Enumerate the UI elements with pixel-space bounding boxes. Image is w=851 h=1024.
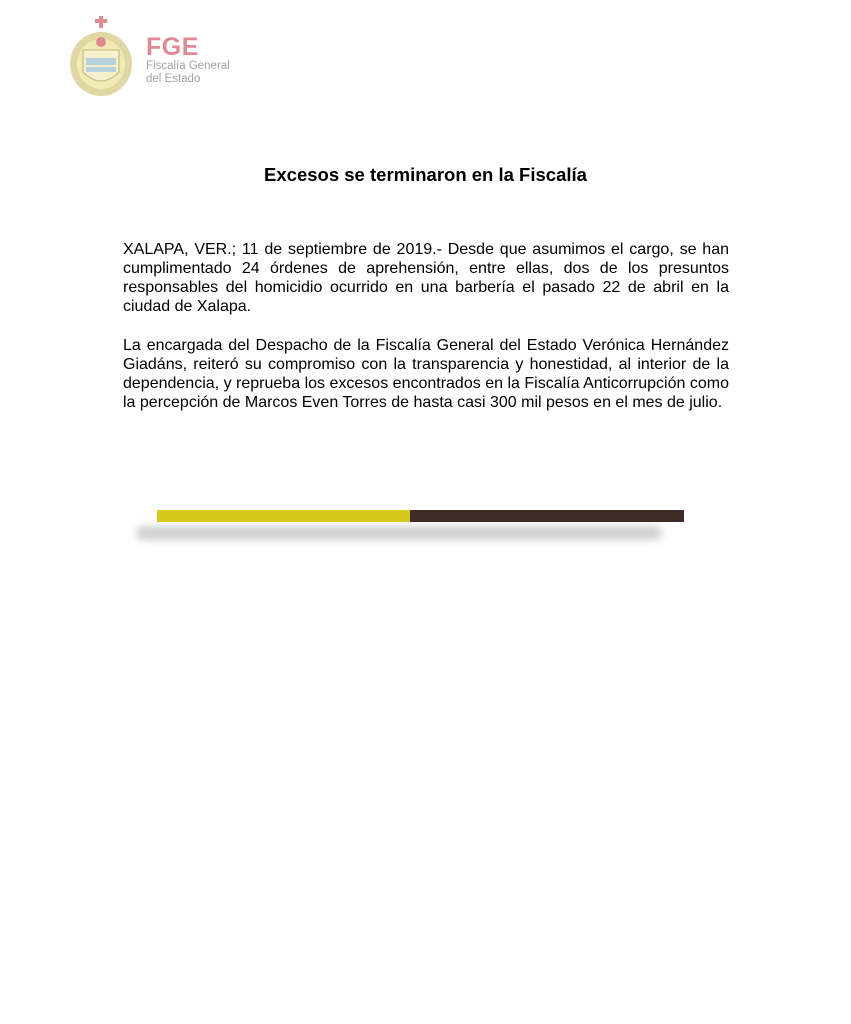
- decorative-bar-brown: [410, 510, 684, 522]
- decorative-bar-yellow: [157, 510, 410, 522]
- paragraph-1: XALAPA, VER.; 11 de septiembre de 2019.- Desde que asumimos el cargo, se han cumplimentado 24 órdenes de aprehensión, entre ellas, dos de los presuntos responsables del homicidio ocurrido en una barbería el pasado 22 de abril en la ciudad de Xalapa.: [123, 241, 729, 315]
- decorative-bar-shadow: [136, 526, 662, 540]
- logo-text: [146, 34, 230, 86]
- paragraph-2: La encargada del Despacho de la Fiscalía General del Estado Verónica Hernández Giadáns, reiteró su compromiso con la transparencia y honestidad, al interior de la dependencia, y reprueba los excesos encontrados en la Fiscalía Anticorrupción como la percepción de Marcos Even Torres de hasta casi 300 mil pesos en el mes de julio.: [123, 337, 729, 411]
- decorative-bar: [157, 510, 684, 522]
- logo-line-1: Fiscalía General: [146, 60, 230, 72]
- fge-logo: [66, 14, 246, 100]
- logo-acronym: FGE: [146, 33, 199, 61]
- document-body: [123, 240, 729, 432]
- document-title: Excesos se terminaron en la Fiscalía: [264, 164, 587, 185]
- logo-line-2: del Estado: [146, 73, 201, 85]
- state-coat-of-arms-icon: [66, 14, 136, 98]
